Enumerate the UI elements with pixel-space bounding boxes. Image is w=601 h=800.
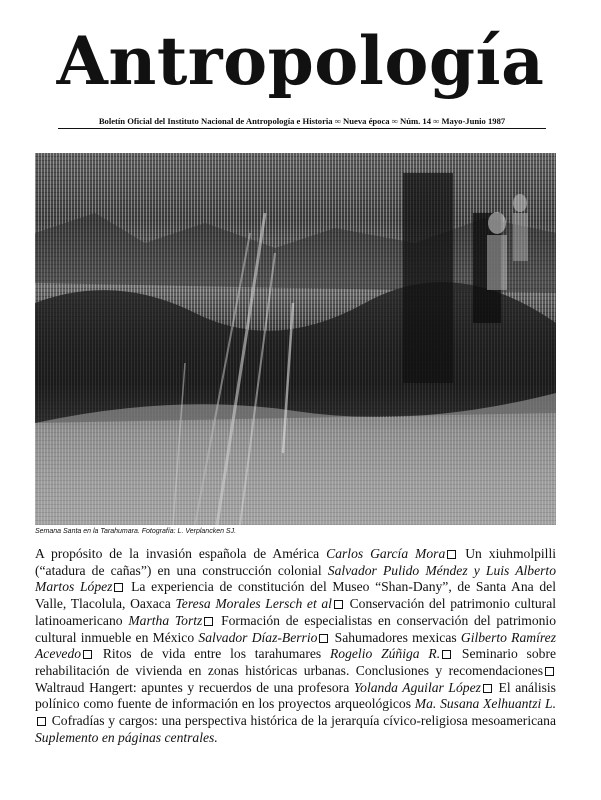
toc-title: Conservación del patrimonio cultural latinoamericano	[35, 596, 557, 628]
toc-author: Teresa Morales Lersch et al	[175, 596, 332, 612]
square-bullet-icon	[447, 550, 456, 559]
toc-author: Gilberto Ramírez Acevedo	[35, 629, 556, 662]
toc-title: Cofradías y cargos: una perspectiva histórica de la jerarquía cívico-religiosa mesoamericana	[51, 713, 556, 729]
toc-author: Suplemento en páginas centrales.	[35, 729, 218, 745]
toc-author: Martha Tortz	[128, 612, 203, 628]
toc-title: Un xiuhmolpilli (“atadura de cañas”) en una construcción colonial	[35, 546, 556, 578]
table-of-contents	[35, 546, 556, 746]
cover-photo	[35, 153, 556, 525]
square-bullet-icon	[442, 650, 451, 659]
square-bullet-icon	[545, 667, 554, 676]
toc-title: Sahumadores mexicas	[334, 629, 457, 645]
photo-caption: Semana Santa en la Tarahumara. Fotografía: L. Verplancken SJ.	[35, 528, 237, 535]
square-bullet-icon	[83, 650, 92, 659]
photo-illustration	[35, 153, 556, 525]
square-bullet-icon	[483, 684, 492, 693]
square-bullet-icon	[114, 583, 123, 592]
toc-title: El análisis polínico como fuente de información en los proyectos arqueológicos	[35, 679, 556, 712]
toc-title: La experiencia de constitución del Museo “Shan-Dany”, de Santa Ana del Valle, Tlacolula, Oaxaca	[35, 579, 556, 612]
toc-author: Yolanda Aguilar López	[353, 679, 481, 695]
square-bullet-icon	[319, 634, 328, 643]
toc-title: Formación de especialistas en conservación del patrimonio cultural inmueble en México	[35, 612, 556, 645]
toc-author: Rogelio Zúñiga R.	[330, 646, 441, 662]
bulletin-subtitle: Boletín Oficial del Instituto Nacional de Antropología e Historia ∞ Nueva época ∞ Núm. 14 ∞ Mayo-Junio 1987	[58, 116, 546, 129]
toc-author: Carlos García Mora	[326, 546, 446, 561]
toc-title: Ritos de vida entre los tarahumares	[102, 646, 322, 662]
toc-author: Ma. Susana Xelhuantzi L.	[414, 696, 557, 712]
toc-title: Waltraud Hangert: apuntes y recuerdos de una profesora	[35, 679, 350, 695]
masthead-title: Antropología	[56, 22, 545, 100]
toc-author: Salvador Pulido Méndez y Luis Alberto Martos López	[35, 562, 557, 595]
toc-title: Seminario sobre rehabilitación de vivienda en zonas históricas urbanas. Conclusiones y recomendaciones	[35, 646, 557, 678]
square-bullet-icon	[37, 717, 46, 726]
toc-author: Salvador Díaz-Berrio	[198, 629, 318, 645]
square-bullet-icon	[204, 617, 213, 626]
square-bullet-icon	[334, 600, 343, 609]
toc-title: A propósito de la invasión española de América	[35, 546, 320, 561]
